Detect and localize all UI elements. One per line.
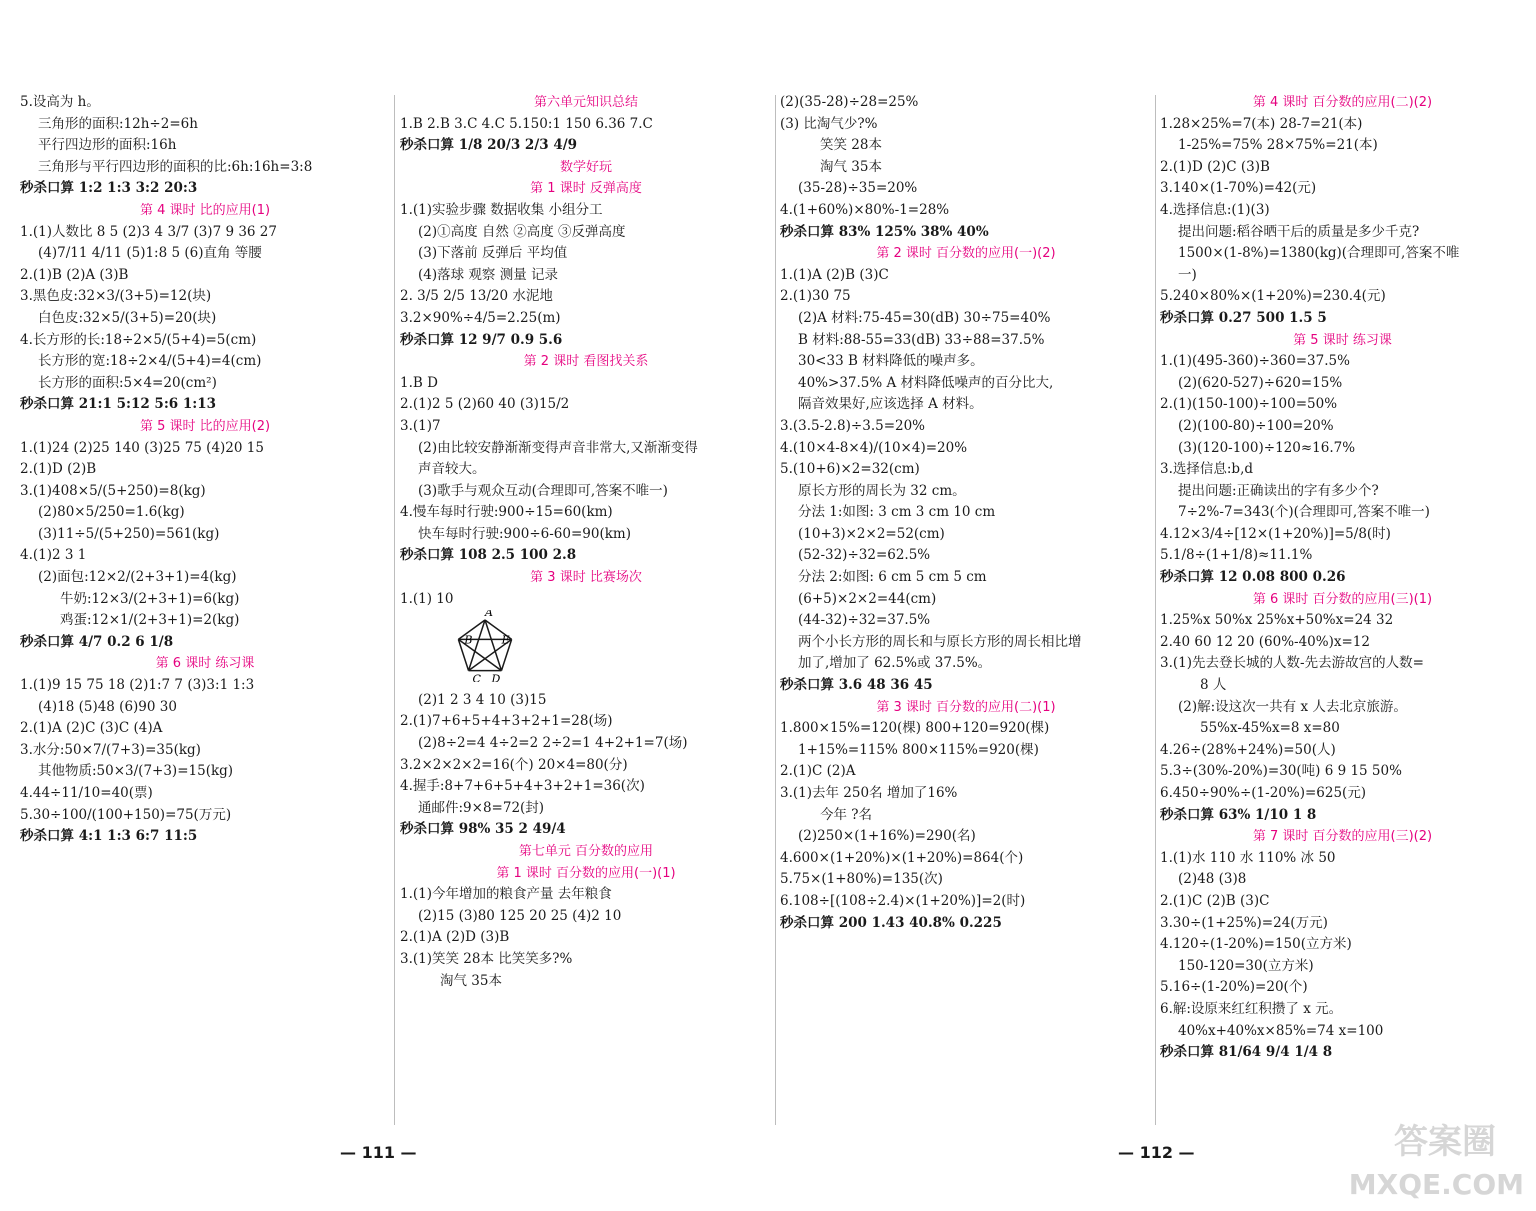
vertex-label: B — [464, 633, 473, 647]
answer-line: 1.(1)水 110 水 110% 冰 50 — [1160, 849, 1336, 866]
vertex-label: C — [472, 672, 481, 683]
answer-line: (2)8÷2=4 4÷2=2 2÷2=1 4+2+1=7(场) — [418, 735, 688, 752]
answer-line: 5.30÷100/(100+150)=75(万元) — [20, 806, 232, 823]
answer-line: 3.2×2×2×2=16(个) 20×4=80(分) — [400, 756, 628, 773]
answer-line: 2.(1)B (2)A (3)B — [20, 266, 129, 283]
answer-line: 三角形的面积:12h÷2=6h — [38, 115, 198, 132]
answer-line: 2. 3/5 2/5 13/20 水泥地 — [400, 288, 553, 305]
section-heading: 第 5 课时 比的应用(2) — [139, 418, 271, 434]
answer-line: 3.选择信息:b,d — [1160, 461, 1254, 478]
answer-line: 1.B 2.B 3.C 4.C 5.150:1 150 6.36 7.C — [400, 115, 653, 132]
answer-line: 3.(1)先去登长城的人数-先去游故宫的人数= — [1160, 655, 1424, 672]
answer-line: (2)面包:12×2/(2+3+1)=4(kg) — [38, 569, 237, 586]
answer-line: 3.黑色皮:32×3/(3+5)=12(块) — [20, 288, 212, 305]
answer-line: 秒杀口算 98% 35 2 49/4 — [400, 821, 566, 838]
vertex-label: D — [491, 672, 501, 683]
answer-line: 淘气 35本 — [440, 972, 502, 989]
answer-line: 1-25%=75% 28×75%=21(本) — [1178, 137, 1378, 154]
answer-line: 1.(1)A (2)B (3)C — [780, 266, 889, 283]
answer-line: 3.(1)去年 250名 增加了16% — [780, 785, 958, 801]
answer-line: (4)落球 观察 测量 记录 — [418, 266, 558, 283]
answer-line: (3) 比淘气少?% — [780, 115, 878, 132]
answer-line: 秒杀口算 4/7 0.2 6 1/8 — [20, 633, 174, 650]
answer-line: (3)歌手与观众互动(合理即可,答案不唯一) — [418, 482, 668, 499]
answer-line: 秒杀口算 1:2 1:3 3:2 20:3 — [20, 180, 198, 197]
answer-line: (2)(35-28)÷28=25% — [780, 94, 919, 110]
answer-line: 秒杀口算 81/64 9/4 1/4 8 — [1160, 1044, 1333, 1061]
answer-line: 3.(1)7 — [400, 417, 441, 434]
answer-line: 2.(1)A (2)C (3)C (4)A — [20, 720, 163, 737]
answer-line: 1.(1) 10 — [400, 590, 454, 607]
answer-line: 2.(1)C (2)B (3)C — [1160, 892, 1270, 909]
vertex-label: A — [485, 610, 493, 620]
section-heading: 第 1 课时 反弹高度 — [530, 181, 642, 197]
answer-line: 4.600×(1+20%)×(1+20%)=864(个) — [780, 849, 1024, 866]
answer-line: (2)解:设这次一共有 x 人去北京旅游。 — [1178, 698, 1407, 715]
pentagon-edge — [485, 620, 501, 671]
answer-line: 1+15%=115% 800×115%=920(棵) — [798, 741, 1039, 758]
answer-line: 5.16÷(1-20%)=20(个) — [1160, 979, 1308, 996]
vertex-label: E — [501, 633, 510, 647]
answer-line: B 材料:88-55=33(dB) 33÷88=37.5% — [798, 331, 1045, 348]
answer-line: 其他物质:50×3/(7+3)=15(kg) — [38, 763, 234, 780]
answer-line: (2)(100-80)÷100=20% — [1178, 417, 1334, 434]
answer-line: 40%>37.5% A 材料降低噪声的百分比大, — [798, 374, 1054, 391]
answer-line: (2)1 2 3 4 10 (3)15 — [418, 691, 547, 708]
answer-line: 笑笑 28本 — [820, 137, 882, 154]
section-heading: 第七单元 百分数的应用 — [518, 844, 654, 859]
answer-line: 4.慢车每时行驶:900÷15=60(km) — [400, 504, 613, 521]
section-heading: 第 5 课时 练习课 — [1293, 332, 1392, 348]
answer-line: 4.长方形的长:18÷2×5/(5+4)=5(cm) — [20, 331, 257, 348]
answer-line: (2)80×5/250=1.6(kg) — [38, 504, 185, 521]
answer-line: 2.(1)D (2)C (3)B — [1160, 158, 1270, 175]
section-heading: 第 3 课时 百分数的应用(二)(1) — [876, 699, 1056, 715]
answer-line: 5.240×80%×(1+20%)=230.4(元) — [1160, 288, 1386, 305]
answer-line: 1.(1)人数比 8 5 (2)3 4 3/7 (3)7 9 36 27 — [20, 223, 277, 240]
answer-line: 1.B D — [400, 374, 438, 391]
answer-line: 4.(1+60%)×80%-1=28% — [780, 201, 950, 218]
section-heading: 第 1 课时 百分数的应用(一)(1) — [496, 865, 676, 881]
answer-line: 2.(1)2 5 (2)60 40 (3)15/2 — [400, 396, 570, 413]
answer-line: (52-32)÷32=62.5% — [798, 547, 931, 564]
answer-line: 2.(1)A (2)D (3)B — [400, 929, 510, 946]
answer-line: 1.25%x 50%x 25%x+50%x=24 32 — [1160, 612, 1394, 629]
watermark-logo: 答案圈 — [1394, 1122, 1496, 1162]
answer-line: 3.2×90%÷4/5=2.25(m) — [400, 309, 561, 326]
answer-line: 秒杀口算 21:1 5:12 5:6 1:13 — [20, 396, 217, 413]
answer-line: 1.(1)9 15 75 18 (2)1:7 7 (3)3:1 1:3 — [20, 677, 255, 694]
section-heading: 第 3 课时 比赛场次 — [530, 570, 642, 586]
answer-line: 3.(1)笑笑 28本 比笑笑多?% — [400, 950, 573, 967]
answer-line: 提出问题:稻谷晒干后的质量是多少千克? — [1178, 223, 1420, 240]
answer-line: 长方形的面积:5×4=20(cm²) — [38, 374, 217, 391]
answer-line: 2.(1)30 75 — [780, 288, 851, 305]
answer-line: 2.(1)(150-100)÷100=50% — [1160, 396, 1338, 413]
answer-line: (3)11÷5/(5+250)=561(kg) — [38, 525, 220, 542]
answer-line: 加了,增加了 62.5%或 37.5%。 — [798, 655, 992, 672]
answer-line: (10+3)×2×2=52(cm) — [798, 525, 945, 542]
answer-line: 6.450÷90%÷(1-20%)=625(元) — [1160, 785, 1367, 801]
answer-column-4 — [1160, 92, 1525, 1131]
answer-line: 4.44÷11/10=40(票) — [20, 785, 153, 801]
answer-line: 3.水分:50×7/(7+3)=35(kg) — [20, 741, 201, 758]
answer-line: 3.(1)408×5/(5+250)=8(kg) — [20, 482, 206, 499]
answer-line: 分法 2:如图: 6 cm 5 cm 5 cm — [798, 569, 987, 586]
answer-line: (3)(120-100)÷120≈16.7% — [1178, 439, 1356, 456]
answer-line: 6.108÷[(108÷2.4)×(1+20%)]=2(时) — [780, 892, 1026, 909]
answer-line: 2.40 60 12 20 (60%-40%)x=12 — [1160, 633, 1370, 650]
answer-line: 提出问题:正确读出的字有多少个? — [1178, 482, 1379, 499]
pentagon-figure — [400, 610, 772, 690]
answer-line: 平行四边形的面积:16h — [38, 137, 177, 154]
answer-line: (4)18 (5)48 (6)90 30 — [38, 698, 177, 715]
answer-line: 秒杀口算 108 2.5 100 2.8 — [400, 547, 577, 564]
answer-line: 通邮件:9×8=72(封) — [418, 799, 545, 816]
answer-line: 鸡蛋:12×1/(2+3+1)=2(kg) — [60, 612, 240, 629]
answer-line: 55%x-45%x=8 x=80 — [1200, 720, 1340, 737]
answer-line: 5.3÷(30%-20%)=30(吨) 6 9 15 50% — [1160, 763, 1402, 780]
answer-line: 1.800×15%=120(棵) 800+120=920(棵) — [780, 720, 1050, 737]
answer-column-2 — [400, 92, 772, 1131]
answer-line: (2)15 (3)80 125 20 25 (4)2 10 — [418, 907, 622, 924]
answer-line: 秒杀口算 63% 1/10 1 8 — [1160, 806, 1317, 823]
answer-line: 今年 ?名 — [820, 806, 873, 823]
answer-line: 150-120=30(立方米) — [1178, 957, 1314, 974]
answer-line: 6.解:设原来红红积攒了 x 元。 — [1160, 1000, 1343, 1017]
answer-line: 1.28×25%=7(本) 28-7=21(本) — [1160, 115, 1363, 132]
answer-line: (44-32)÷32=37.5% — [798, 612, 931, 629]
section-heading: 第 2 课时 百分数的应用(一)(2) — [876, 246, 1056, 262]
answer-column-3 — [780, 92, 1152, 1131]
answer-line: (4)7/11 4/11 (5)1:8 5 (6)直角 等腰 — [38, 245, 262, 262]
answer-line: 1.(1)今年增加的粮食产量 去年粮食 — [400, 886, 612, 903]
answer-line: (2)48 (3)8 — [1178, 871, 1247, 888]
answer-line: 声音较大。 — [418, 461, 486, 478]
answer-line: 一) — [1178, 266, 1197, 283]
answer-line: 3.140×(1-70%)=42(元) — [1160, 180, 1317, 197]
answer-line: 2.(1)7+6+5+4+3+2+1=28(场) — [400, 713, 613, 730]
section-heading: 第 2 课时 看图找关系 — [523, 354, 649, 370]
answer-column-1 — [20, 92, 390, 1131]
answer-line: 4.握手:8+7+6+5+4+3+2+1=36(次) — [400, 778, 645, 795]
answer-line: 3.(3.5-2.8)÷3.5=20% — [780, 417, 926, 434]
answer-line: 7÷2%-7=343(个)(合理即可,答案不唯一) — [1178, 504, 1430, 521]
answer-line: (2)由比较安静渐渐变得声音非常大,又渐渐变得 — [418, 439, 698, 456]
page-number-left: — 111 — — [340, 1143, 417, 1162]
section-heading: 第六单元知识总结 — [533, 95, 638, 110]
pentagon-diagram — [440, 610, 530, 682]
answer-line: 秒杀口算 83% 125% 38% 40% — [780, 223, 989, 240]
answer-line: 5.75×(1+80%)=135(次) — [780, 871, 943, 888]
answer-line: 4.(1)2 3 1 — [20, 547, 87, 564]
section-heading: 第 4 课时 比的应用(1) — [139, 202, 271, 218]
section-heading: 第 6 课时 百分数的应用(三)(1) — [1252, 591, 1433, 607]
answer-line: 4.(10×4-8×4)/(10×4)=20% — [780, 439, 968, 456]
answer-line: 淘气 35本 — [820, 158, 882, 175]
answer-line: 5.(10+6)×2=32(cm) — [780, 461, 920, 478]
answer-line: (2)A 材料:75-45=30(dB) 30÷75=40% — [798, 309, 1051, 326]
answer-line: 白色皮:32×5/(3+5)=20(块) — [38, 309, 217, 326]
answer-line: 长方形的宽:18÷2×4/(5+4)=4(cm) — [38, 353, 262, 370]
answer-line: 40%x+40%x×85%=74 x=100 — [1178, 1022, 1384, 1039]
answer-line: 5.设高为 h。 — [20, 94, 100, 110]
answer-line: 4.120÷(1-20%)=150(立方米) — [1160, 936, 1352, 953]
answer-line: (2)(620-527)÷620=15% — [1178, 374, 1343, 391]
answer-line: 秒杀口算 1/8 20/3 2/3 4/9 — [400, 137, 578, 154]
answer-line: (2)250×(1+16%)=290(名) — [798, 828, 976, 845]
answer-line: 4.26÷(28%+24%)=50(人) — [1160, 741, 1336, 758]
answer-line: 隔音效果好,应该选择 A 材料。 — [798, 396, 983, 413]
answer-line: 秒杀口算 12 0.08 800 0.26 — [1160, 569, 1346, 586]
watermark-url: MXQE.COM — [1348, 1168, 1524, 1201]
section-heading: 第 4 课时 百分数的应用(二)(2) — [1252, 95, 1433, 110]
answer-line: 30<33 B 材料降低的噪声多。 — [798, 353, 984, 370]
answer-line: 秒杀口算 200 1.43 40.8% 0.225 — [780, 914, 1002, 931]
section-heading: 第 6 课时 练习课 — [155, 656, 255, 672]
answer-line: 秒杀口算 0.27 500 1.5 5 — [1160, 309, 1327, 326]
answer-line: 8 人 — [1200, 677, 1227, 694]
column-divider — [775, 95, 776, 1125]
page-number-right: — 112 — — [1118, 1143, 1195, 1162]
answer-line: 4.选择信息:(1)(3) — [1160, 201, 1270, 218]
answer-line: 分法 1:如图: 3 cm 3 cm 10 cm — [798, 504, 996, 521]
answer-line: 3.30÷(1+25%)=24(万元) — [1160, 914, 1328, 931]
answer-line: 4.12×3/4÷[12×(1+20%)]=5/8(时) — [1160, 525, 1391, 542]
answer-line: 2.(1)C (2)A — [780, 763, 856, 780]
answer-line: (2)①高度 自然 ②高度 ③反弹高度 — [418, 223, 626, 240]
answer-line: 2.(1)D (2)B — [20, 461, 97, 478]
section-heading: 数学好玩 — [559, 159, 612, 175]
column-divider — [1155, 95, 1156, 1125]
answer-line: 三角形与平行四边形的面积的比:6h:16h=3:8 — [38, 158, 313, 175]
answer-line: 1.(1)实验步骤 数据收集 小组分工 — [400, 201, 603, 218]
answer-line: (3)下落前 反弹后 平均值 — [418, 245, 568, 262]
answer-line: 秒杀口算 3.6 48 36 45 — [780, 677, 933, 694]
answer-line: 5.1/8÷(1+1/8)≈11.1% — [1160, 547, 1313, 564]
answer-line: 1.(1)24 (2)25 140 (3)25 75 (4)20 15 — [20, 439, 264, 456]
answer-line: 快车每时行驶:900÷6-60=90(km) — [418, 525, 631, 542]
answer-line: (6+5)×2×2=44(cm) — [798, 590, 937, 607]
answer-line: 两个小长方形的周长和与原长方形的周长相比增 — [798, 633, 1082, 650]
answer-line: 秒杀口算 12 9/7 0.9 5.6 — [400, 331, 563, 348]
column-divider — [394, 95, 395, 1125]
section-heading: 第 7 课时 百分数的应用(三)(2) — [1252, 829, 1433, 845]
answer-line: 秒杀口算 4:1 1:3 6:7 11:5 — [20, 828, 198, 845]
answer-line: (35-28)÷35=20% — [798, 180, 918, 197]
answer-line: 1500×(1-8%)=1380(kg)(合理即可,答案不唯 — [1178, 245, 1460, 262]
answer-line: 1.(1)(495-360)÷360=37.5% — [1160, 353, 1350, 370]
answer-line: 牛奶:12×3/(2+3+1)=6(kg) — [60, 590, 240, 607]
answer-line: 原长方形的周长为 32 cm。 — [798, 482, 966, 499]
